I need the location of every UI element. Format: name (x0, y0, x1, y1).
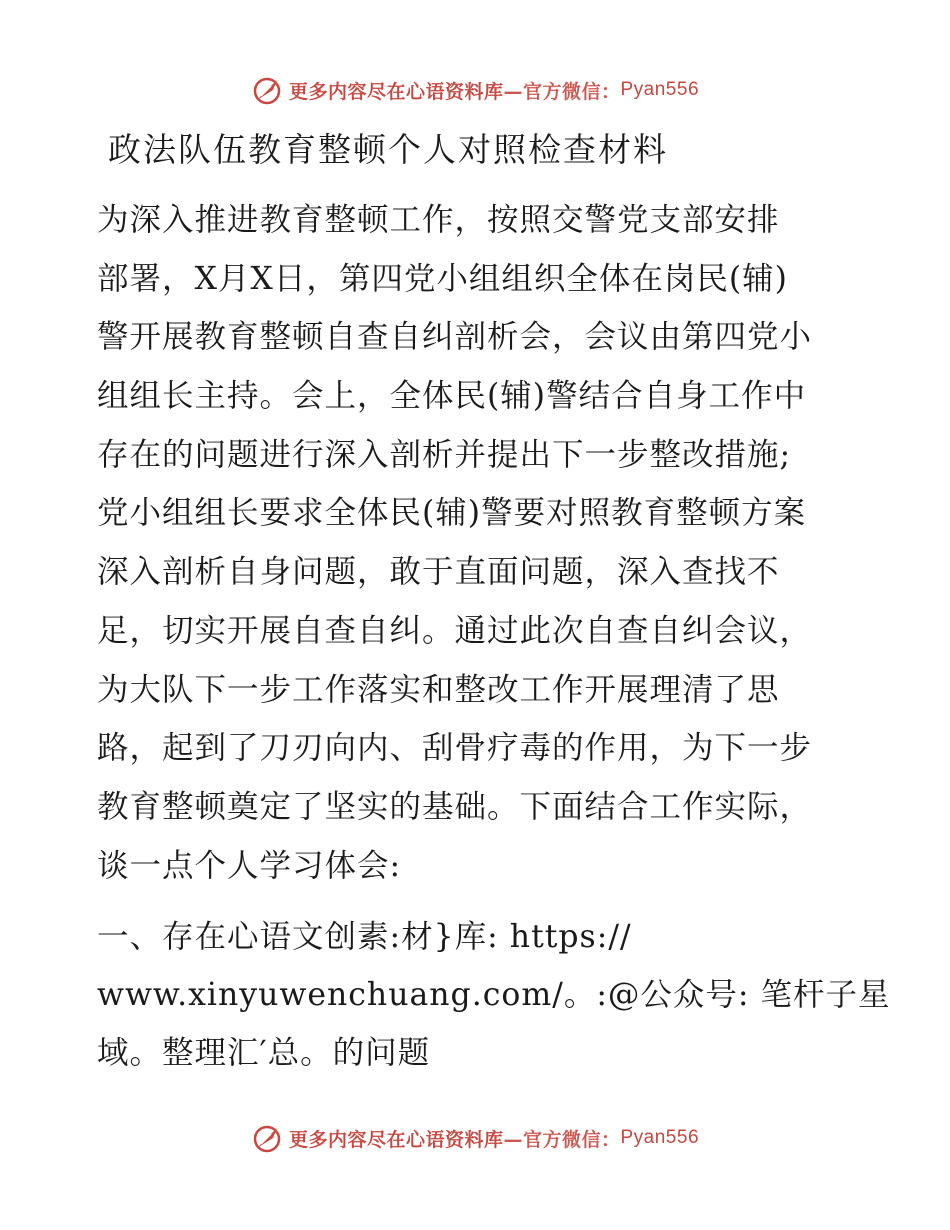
paragraph-line: 足，切实开展自查自纠。通过此次自查自纠会议， (97, 612, 813, 649)
section-line: 域。整理汇′总。的问题 (97, 1035, 431, 1071)
watermark-main-text: 更多内容尽在心语资料库 (288, 80, 504, 103)
document-paragraph (97, 191, 857, 895)
section-line: 一、存在心语文创素:材}库: https:// (97, 919, 632, 955)
paragraph-line: 组组长主持。会上，全体民(辅)警结合自身工作中 (97, 378, 807, 415)
paragraph-line: 教育整顿奠定了坚实的基础。下面结合工作实际， (97, 788, 813, 825)
paragraph-line: 为深入推进教育整顿工作，按照交警党支部安排 (97, 202, 780, 238)
watermark-footer (0, 1122, 950, 1154)
watermark-header (0, 74, 950, 106)
paragraph-line: 部署，X月X日，第四党小组组织全体在岗民(辅) (97, 260, 788, 297)
section-line: www.xinyuwenchuang.com/。:@公众号: 笔杆子星 (97, 977, 891, 1013)
watermark-id-text: Pyan556 (620, 79, 700, 100)
paragraph-line: 党小组组长要求全体民(辅)警要对照教育整顿方案 (97, 495, 807, 532)
watermark-sub-text: —官方微信： (503, 1128, 621, 1151)
watermark-main-text: 更多内容尽在心语资料库 (288, 1128, 504, 1151)
document-title: 政法队伍教育整顿个人对照检查材料 (108, 130, 668, 169)
paragraph-line: 为大队下一步工作落实和整改工作开展理清了思 (97, 671, 780, 708)
paragraph-line: 深入剖析自身问题，敢于直面问题，深入查找不 (97, 554, 780, 591)
paragraph-line: 路，起到了刀刃向内、刮骨疗毒的作用，为下一步 (97, 730, 813, 767)
quill-logo-icon (251, 1122, 283, 1154)
paragraph-line: 警开展教育整顿自查自纠剖析会，会议由第四党小 (97, 319, 813, 356)
paragraph-line: 谈一点个人学习体会: (97, 847, 402, 884)
quill-logo-icon (251, 74, 283, 106)
watermark-id-text: Pyan556 (620, 1127, 700, 1148)
watermark-sub-text: —官方微信： (503, 80, 621, 103)
section-heading (97, 908, 891, 1082)
paragraph-line: 存在的问题进行深入剖析并提出下一步整改措施; (97, 436, 792, 473)
